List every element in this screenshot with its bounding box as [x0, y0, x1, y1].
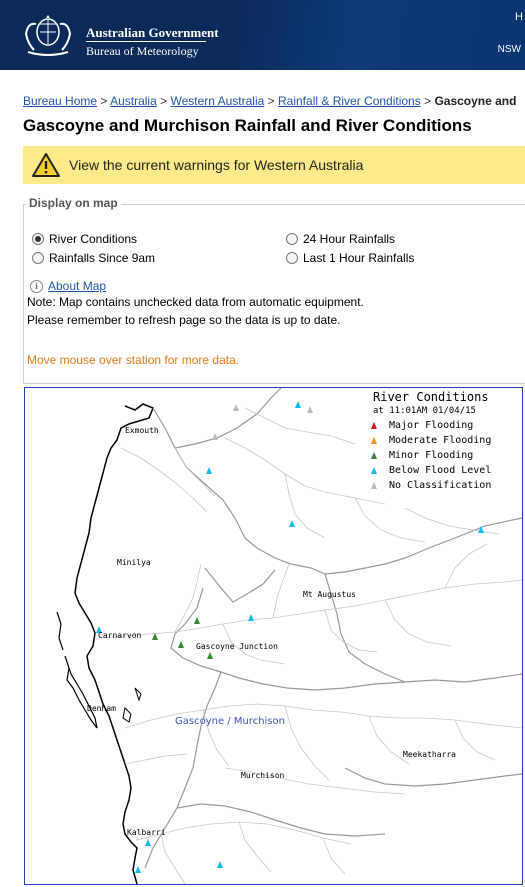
bureau-name: Bureau of Meteorology: [86, 44, 199, 58]
station-marker: [206, 467, 212, 474]
station-marker: [135, 866, 141, 873]
catchment-boundary: [145, 672, 221, 868]
radio-label: Rainfalls Since 9am: [49, 251, 156, 265]
radio-button[interactable]: [286, 252, 298, 264]
catchment-boundary: [345, 768, 522, 786]
about-map[interactable]: [30, 279, 106, 293]
coastline: [75, 404, 153, 884]
legend-below-flood-level: [371, 465, 491, 476]
map-legend-title: River Conditions: [373, 390, 489, 404]
place-label: Exmouth: [125, 426, 159, 435]
breadcrumb-western-australia[interactable]: Western Australia: [170, 94, 265, 108]
place-label: Kalbarri: [127, 828, 166, 837]
place-label: Denham: [87, 704, 116, 713]
place-label: Murchison: [241, 771, 285, 780]
radio-label: Last 1 Hour Rainfalls: [303, 251, 415, 265]
display-on-map-panel: [23, 196, 525, 384]
note-unchecked-data: Note: Map contains unchecked data from automatic equipment.: [27, 295, 364, 309]
coat-of-arms-icon: [18, 10, 78, 60]
radio-button[interactable]: [32, 252, 44, 264]
info-icon: i: [30, 280, 43, 293]
header-rule: [86, 41, 206, 42]
place-label: Mt Augustus: [303, 590, 356, 599]
legend-minor-flooding: [371, 450, 473, 461]
station-marker: [295, 401, 301, 408]
breadcrumb-separator: >: [424, 94, 432, 108]
legend-label: Minor Flooding: [389, 450, 474, 461]
station-marker: [194, 617, 200, 624]
river-conditions-map[interactable]: [24, 387, 523, 885]
catchment-boundary: [171, 568, 522, 690]
station-marker: [248, 614, 254, 621]
breadcrumb-separator: >: [100, 94, 108, 108]
about-map-link[interactable]: About Map: [48, 279, 107, 293]
legend-label: Major Flooding: [389, 420, 474, 431]
radio-button[interactable]: [32, 233, 44, 245]
station-marker: [307, 406, 313, 413]
radio-last-1-hour-rainfalls[interactable]: [286, 251, 414, 265]
station-marker: [212, 433, 218, 440]
nav-state-link[interactable]: NSW: [497, 44, 521, 55]
moderate-flooding-icon: [371, 437, 377, 444]
radio-rainfalls-since-9am[interactable]: [32, 251, 155, 265]
breadcrumb-australia[interactable]: Australia: [110, 94, 157, 108]
radio-button[interactable]: [286, 233, 298, 245]
legend-label: Below Flood Level: [389, 465, 492, 476]
place-label: Gascoyne Junction: [196, 642, 278, 651]
header-stripe: [240, 0, 525, 70]
radio-river-conditions[interactable]: [32, 232, 137, 246]
legend-label: Moderate Flooding: [389, 435, 492, 446]
minor-flooding-icon: [371, 452, 377, 459]
station-marker: [178, 641, 184, 648]
site-header: [0, 0, 525, 70]
no-classification-icon: [371, 482, 377, 489]
station-marker: [207, 652, 213, 659]
coastline-islands: [123, 688, 141, 722]
place-label: Meekatharra: [403, 750, 456, 759]
display-on-map-legend: Display on map: [26, 196, 121, 210]
page-title: Gascoyne and Murchison Rainfall and River Conditions: [23, 116, 472, 135]
government-name: Australian Government: [86, 25, 219, 40]
legend-label: No Classification: [389, 480, 492, 491]
breadcrumb-rainfall-river[interactable]: Rainfall & River Conditions: [278, 94, 421, 108]
station-marker: [145, 839, 151, 846]
coastline-shark-bay: [65, 656, 97, 728]
legend-major-flooding: [371, 420, 473, 431]
coastline-peninsula: [57, 612, 63, 650]
catchment-boundary: [177, 804, 385, 836]
warning-banner[interactable]: [23, 146, 525, 184]
place-label: Minilya: [117, 558, 151, 567]
legend-moderate-flooding: [371, 435, 491, 446]
radio-label: River Conditions: [49, 232, 138, 246]
radio-24-hour-rainfalls[interactable]: [286, 232, 395, 246]
below-flood-level-icon: [371, 467, 377, 474]
note-refresh: Please remember to refresh page so the data is up to date.: [27, 313, 341, 327]
breadcrumb-current: Gascoyne and: [434, 94, 517, 108]
breadcrumb: [23, 94, 516, 108]
warning-icon: [31, 152, 61, 178]
place-label: Carnarvon: [98, 631, 142, 640]
catchment-boundary: [153, 408, 522, 574]
map-legend-time: at 11:01AM 01/04/15: [373, 406, 476, 416]
hover-hint: Move mouse over station for more data.: [27, 353, 240, 367]
station-marker: [289, 520, 295, 527]
breadcrumb-bureau-home[interactable]: Bureau Home: [23, 94, 98, 108]
warning-text[interactable]: View the current warnings for Western Australia: [69, 157, 364, 173]
radio-label: 24 Hour Rainfalls: [303, 232, 396, 246]
legend-no-classification: [371, 480, 491, 491]
station-marker: [217, 861, 223, 868]
major-flooding-icon: [371, 422, 377, 429]
station-marker: [233, 404, 239, 411]
breadcrumb-separator: >: [267, 94, 275, 108]
nav-home-link[interactable]: H: [515, 11, 523, 23]
map-canvas[interactable]: [25, 388, 522, 884]
breadcrumb-separator: >: [160, 94, 168, 108]
region-label: Gascoyne / Murchison: [175, 716, 285, 727]
